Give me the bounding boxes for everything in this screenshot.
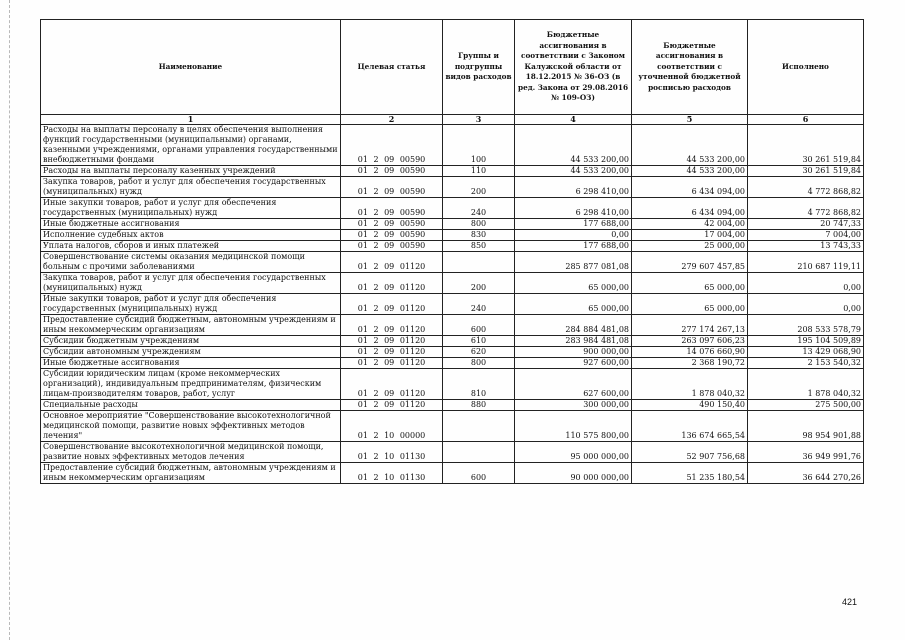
row-refined-amount: 277 174 267,13 <box>632 315 748 336</box>
table-row <box>41 252 864 273</box>
row-executed-amount: 30 261 519,84 <box>748 125 864 166</box>
column-number: 4 <box>515 115 632 125</box>
table-row <box>41 411 864 442</box>
header-refined: Бюджетные ассигнования в соответствии с уточненной бюджетной росписью расходов <box>632 20 748 115</box>
row-executed-amount: 36 949 991,76 <box>748 442 864 463</box>
row-refined-amount: 42 004,00 <box>632 219 748 230</box>
row-group-code: 200 <box>443 177 515 198</box>
row-refined-amount: 25 000,00 <box>632 241 748 252</box>
row-law-amount: 44 533 200,00 <box>515 166 632 177</box>
row-executed-amount: 2 153 540,32 <box>748 358 864 369</box>
row-refined-amount: 6 434 094,00 <box>632 177 748 198</box>
row-name: Иные бюджетные ассигнования <box>41 219 341 230</box>
row-target-code: 01 2 09 00590 <box>341 198 443 219</box>
row-executed-amount: 98 954 901,88 <box>748 411 864 442</box>
row-target-code: 01 2 09 01120 <box>341 358 443 369</box>
row-target-code: 01 2 09 01120 <box>341 315 443 336</box>
table-row <box>41 347 864 358</box>
table-row <box>41 336 864 347</box>
row-executed-amount: 7 004,00 <box>748 230 864 241</box>
row-group-code: 800 <box>443 358 515 369</box>
table-row <box>41 273 864 294</box>
row-name: Расходы на выплаты персоналу казенных учреждений <box>41 166 341 177</box>
row-executed-amount: 0,00 <box>748 294 864 315</box>
row-name: Предоставление субсидий бюджетным, автономным учреждениям и иным некоммерческим организациям <box>41 463 341 484</box>
row-target-code: 01 2 09 01120 <box>341 294 443 315</box>
row-target-code: 01 2 09 01120 <box>341 400 443 411</box>
row-refined-amount: 14 076 660,90 <box>632 347 748 358</box>
column-number: 3 <box>443 115 515 125</box>
row-group-code <box>443 442 515 463</box>
row-refined-amount: 44 533 200,00 <box>632 125 748 166</box>
table-row <box>41 230 864 241</box>
row-executed-amount: 275 500,00 <box>748 400 864 411</box>
row-law-amount: 65 000,00 <box>515 294 632 315</box>
header-target: Целевая статья <box>341 20 443 115</box>
row-target-code: 01 2 09 01120 <box>341 336 443 347</box>
row-group-code: 880 <box>443 400 515 411</box>
table-row <box>41 442 864 463</box>
row-name: Совершенствование системы оказания медицинской помощи больным с прочими заболеваниями <box>41 252 341 273</box>
row-executed-amount: 1 878 040,32 <box>748 369 864 400</box>
header-name: Наименование <box>41 20 341 115</box>
row-group-code <box>443 252 515 273</box>
row-name: Субсидии бюджетным учреждениям <box>41 336 341 347</box>
row-name: Предоставление субсидий бюджетным, автономным учреждениям и иным некоммерческим организациям <box>41 315 341 336</box>
row-refined-amount: 17 004,00 <box>632 230 748 241</box>
row-law-amount: 284 884 481,08 <box>515 315 632 336</box>
table-row <box>41 125 864 166</box>
table-row <box>41 463 864 484</box>
row-law-amount: 627 600,00 <box>515 369 632 400</box>
row-refined-amount: 263 097 606,23 <box>632 336 748 347</box>
column-number: 6 <box>748 115 864 125</box>
row-executed-amount: 208 533 578,79 <box>748 315 864 336</box>
row-name: Закупка товаров, работ и услуг для обеспечения государственных (муниципальных) нужд <box>41 177 341 198</box>
column-number: 2 <box>341 115 443 125</box>
row-refined-amount: 490 150,40 <box>632 400 748 411</box>
header-executed: Исполнено <box>748 20 864 115</box>
row-executed-amount: 4 772 868,82 <box>748 198 864 219</box>
row-law-amount: 90 000 000,00 <box>515 463 632 484</box>
row-executed-amount: 0,00 <box>748 273 864 294</box>
budget-table <box>40 19 864 484</box>
row-group-code: 620 <box>443 347 515 358</box>
table-row <box>41 315 864 336</box>
row-target-code: 01 2 09 00590 <box>341 177 443 198</box>
row-name: Закупка товаров, работ и услуг для обеспечения государственных (муниципальных) нужд <box>41 273 341 294</box>
row-executed-amount: 36 644 270,26 <box>748 463 864 484</box>
row-law-amount: 6 298 410,00 <box>515 177 632 198</box>
column-number-row <box>41 115 864 125</box>
table-row <box>41 241 864 252</box>
row-target-code: 01 2 09 00590 <box>341 125 443 166</box>
row-executed-amount: 30 261 519,84 <box>748 166 864 177</box>
row-name: Расходы на выплаты персоналу в целях обеспечения выполнения функций государственными (муниципальными) органами, казенными учреждениями, органами управления государственными внебюджетными фондами <box>41 125 341 166</box>
row-law-amount: 283 984 481,08 <box>515 336 632 347</box>
row-law-amount: 300 000,00 <box>515 400 632 411</box>
row-target-code: 01 2 09 00590 <box>341 219 443 230</box>
row-group-code: 240 <box>443 198 515 219</box>
row-refined-amount: 44 533 200,00 <box>632 166 748 177</box>
row-group-code: 600 <box>443 463 515 484</box>
row-target-code: 01 2 09 01120 <box>341 347 443 358</box>
row-name: Специальные расходы <box>41 400 341 411</box>
table-row <box>41 369 864 400</box>
row-target-code: 01 2 10 00000 <box>341 411 443 442</box>
row-executed-amount: 20 747,33 <box>748 219 864 230</box>
row-group-code: 240 <box>443 294 515 315</box>
row-executed-amount: 13 743,33 <box>748 241 864 252</box>
page-number: 421 <box>842 597 858 607</box>
row-name: Иные бюджетные ассигнования <box>41 358 341 369</box>
table-body <box>41 125 864 484</box>
row-executed-amount: 4 772 868,82 <box>748 177 864 198</box>
row-refined-amount: 51 235 180,54 <box>632 463 748 484</box>
row-law-amount: 177 688,00 <box>515 219 632 230</box>
row-target-code: 01 2 10 01130 <box>341 463 443 484</box>
row-target-code: 01 2 09 00590 <box>341 241 443 252</box>
row-law-amount: 44 533 200,00 <box>515 125 632 166</box>
column-number: 1 <box>41 115 341 125</box>
scan-edge-line <box>9 0 11 640</box>
table-row <box>41 358 864 369</box>
table-row <box>41 198 864 219</box>
row-refined-amount: 2 368 190,72 <box>632 358 748 369</box>
row-group-code: 810 <box>443 369 515 400</box>
row-name: Основное мероприятие "Совершенствование высокотехнологичной медицинской помощи, развитие новых эффективных методов лечения" <box>41 411 341 442</box>
row-law-amount: 900 000,00 <box>515 347 632 358</box>
row-name: Исполнение судебных актов <box>41 230 341 241</box>
row-group-code: 600 <box>443 315 515 336</box>
row-group-code: 800 <box>443 219 515 230</box>
row-group-code: 100 <box>443 125 515 166</box>
row-law-amount: 65 000,00 <box>515 273 632 294</box>
row-target-code: 01 2 10 01130 <box>341 442 443 463</box>
row-law-amount: 177 688,00 <box>515 241 632 252</box>
row-group-code: 610 <box>443 336 515 347</box>
row-refined-amount: 1 878 040,32 <box>632 369 748 400</box>
row-target-code: 01 2 09 01120 <box>341 273 443 294</box>
row-name: Иные закупки товаров, работ и услуг для обеспечения государственных (муниципальных) нужд <box>41 294 341 315</box>
row-target-code: 01 2 09 00590 <box>341 166 443 177</box>
row-group-code <box>443 411 515 442</box>
table-header-row <box>41 20 864 115</box>
row-executed-amount: 195 104 509,89 <box>748 336 864 347</box>
table-row <box>41 219 864 230</box>
row-target-code: 01 2 09 01120 <box>341 369 443 400</box>
table-row <box>41 294 864 315</box>
row-law-amount: 95 000 000,00 <box>515 442 632 463</box>
header-groups: Группы и подгруппы видов расходов <box>443 20 515 115</box>
row-name: Совершенствование высокотехнологичной медицинской помощи, развитие новых эффективных методов лечения <box>41 442 341 463</box>
row-law-amount: 6 298 410,00 <box>515 198 632 219</box>
row-group-code: 110 <box>443 166 515 177</box>
row-group-code: 850 <box>443 241 515 252</box>
row-group-code: 200 <box>443 273 515 294</box>
row-refined-amount: 136 674 665,54 <box>632 411 748 442</box>
column-number: 5 <box>632 115 748 125</box>
row-target-code: 01 2 09 00590 <box>341 230 443 241</box>
row-executed-amount: 13 429 068,90 <box>748 347 864 358</box>
row-refined-amount: 52 907 756,68 <box>632 442 748 463</box>
row-refined-amount: 65 000,00 <box>632 294 748 315</box>
row-name: Иные закупки товаров, работ и услуг для обеспечения государственных (муниципальных) нужд <box>41 198 341 219</box>
table-row <box>41 177 864 198</box>
row-refined-amount: 6 434 094,00 <box>632 198 748 219</box>
header-law: Бюджетные ассигнования в соответствии с Законом Калужской области от 18.12.2015 № 36-ОЗ (в ред. Закона от 29.08.2016 № 109-ОЗ) <box>515 20 632 115</box>
table-row <box>41 400 864 411</box>
row-name: Уплата налогов, сборов и иных платежей <box>41 241 341 252</box>
row-group-code: 830 <box>443 230 515 241</box>
row-name: Субсидии юридическим лицам (кроме некоммерческих организаций), индивидуальным предпринимателям, физическим лицам-производителям товаров, работ, услуг <box>41 369 341 400</box>
row-law-amount: 0,00 <box>515 230 632 241</box>
row-name: Субсидии автономным учреждениям <box>41 347 341 358</box>
row-executed-amount: 210 687 119,11 <box>748 252 864 273</box>
row-law-amount: 285 877 081,08 <box>515 252 632 273</box>
row-law-amount: 927 600,00 <box>515 358 632 369</box>
table-row <box>41 166 864 177</box>
row-refined-amount: 279 607 457,85 <box>632 252 748 273</box>
row-law-amount: 110 575 800,00 <box>515 411 632 442</box>
row-refined-amount: 65 000,00 <box>632 273 748 294</box>
row-target-code: 01 2 09 01120 <box>341 252 443 273</box>
